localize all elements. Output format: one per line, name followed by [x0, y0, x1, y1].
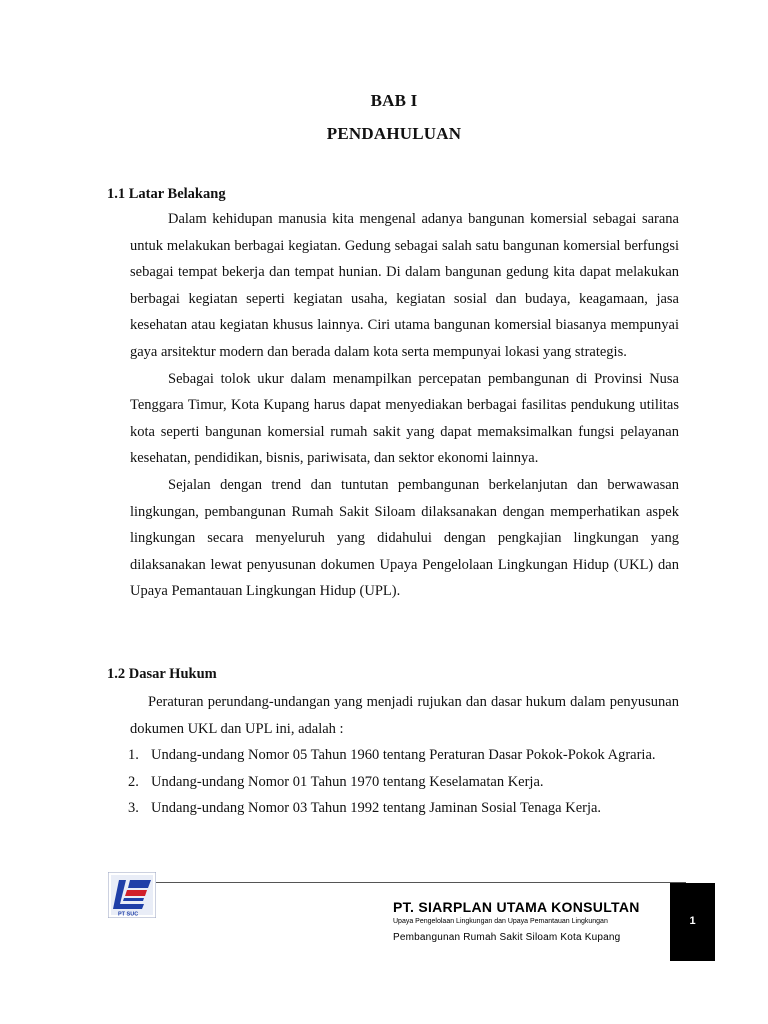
footer-divider: [109, 882, 686, 883]
list-item: [130, 769, 679, 796]
section-heading-dasar-hukum: 1.2 Dasar Hukum: [107, 666, 217, 682]
project-name: Pembangunan Rumah Sakit Siloam Kota Kupang: [393, 932, 621, 943]
list-text: Undang-undang Nomor 01 Tahun 1970 tentang Keselamatan Kerja.: [151, 773, 544, 790]
logo-text: PT SUC: [118, 911, 139, 918]
page-number: 1: [689, 915, 696, 927]
paragraph: Sebagai tolok ukur dalam menampilkan percepatan pembangunan di Provinsi Nusa Tenggara Timur, Kota Kupang harus dapat menyediakan berbagai fasilitas pendukung utilitas kota seperti bangunan komersial rumah sakit yang dapat memaksimalkan fungsi pelayanan kesehatan, pendidikan, bisnis, pariwisata, dan sektor ekonomi lainnya.: [130, 370, 679, 467]
paragraph: Sejalan dengan trend dan tuntutan pembangunan berkelanjutan dan berwawasan lingkungan, pembangunan Rumah Sakit Siloam dilaksanakan dengan memperhatikan aspek lingkungan secara menyeluruh yang didahului dengan pengkajian lingkungan yang dilaksanakan lewat penyusunan dokumen Upaya Pengelolaan Lingkungan Hidup (UKL) dan Upaya Pemantauan Lingkungan Hidup (UPL).: [130, 476, 679, 600]
company-name: PT. SIARPLAN UTAMA KONSULTAN: [393, 899, 640, 915]
document-subtitle: Upaya Pengelolaan Lingkungan dan Upaya Pemantauan Lingkungan: [393, 918, 608, 925]
list-number: 1.: [128, 747, 139, 763]
company-logo: [108, 872, 156, 918]
page-number-box: [670, 883, 715, 961]
section-body-dasar-hukum: [130, 689, 679, 742]
list-item: [130, 795, 679, 822]
chapter-title: PENDAHULUAN: [326, 124, 462, 143]
section-heading-latar-belakang: 1.1 Latar Belakang: [107, 186, 226, 202]
list-number: 2.: [128, 773, 139, 790]
list-text: Undang-undang Nomor 05 Tahun 1960 tentang Peraturan Dasar Pokok-Pokok Agraria.: [151, 747, 656, 763]
paragraph: Peraturan perundang-undangan yang menjadi rujukan dan dasar hukum dalam penyusunan dokumen UKL dan UPL ini, adalah :: [130, 694, 679, 737]
list-number: 3.: [128, 800, 139, 817]
section-body-latar-belakang: [130, 206, 679, 605]
list-item: [130, 742, 679, 769]
list-text: Undang-undang Nomor 03 Tahun 1992 tentang Jaminan Sosial Tenaga Kerja.: [151, 800, 602, 817]
chapter-number: BAB I: [370, 91, 418, 110]
legal-basis-list: [130, 742, 679, 822]
paragraph: Dalam kehidupan manusia kita mengenal adanya bangunan komersial sebagai sarana untuk melakukan berbagai kegiatan. Gedung sebagai salah satu bangunan komersial berfungsi sebagai tempat bekerja dan tempat hunian. Di dalam bangunan gedung kita dapat melakukan berbagai kegiatan seperti kegiatan usaha, kegiatan sosial dan budaya, keagamaan, jasa kesehatan atau kegiatan khusus lainnya. Ciri utama bangunan komersial biasanya mempunyai gaya arsitektur modern dan berada dalam kota serta mempunyai lokasi yang strategis.: [130, 211, 679, 360]
